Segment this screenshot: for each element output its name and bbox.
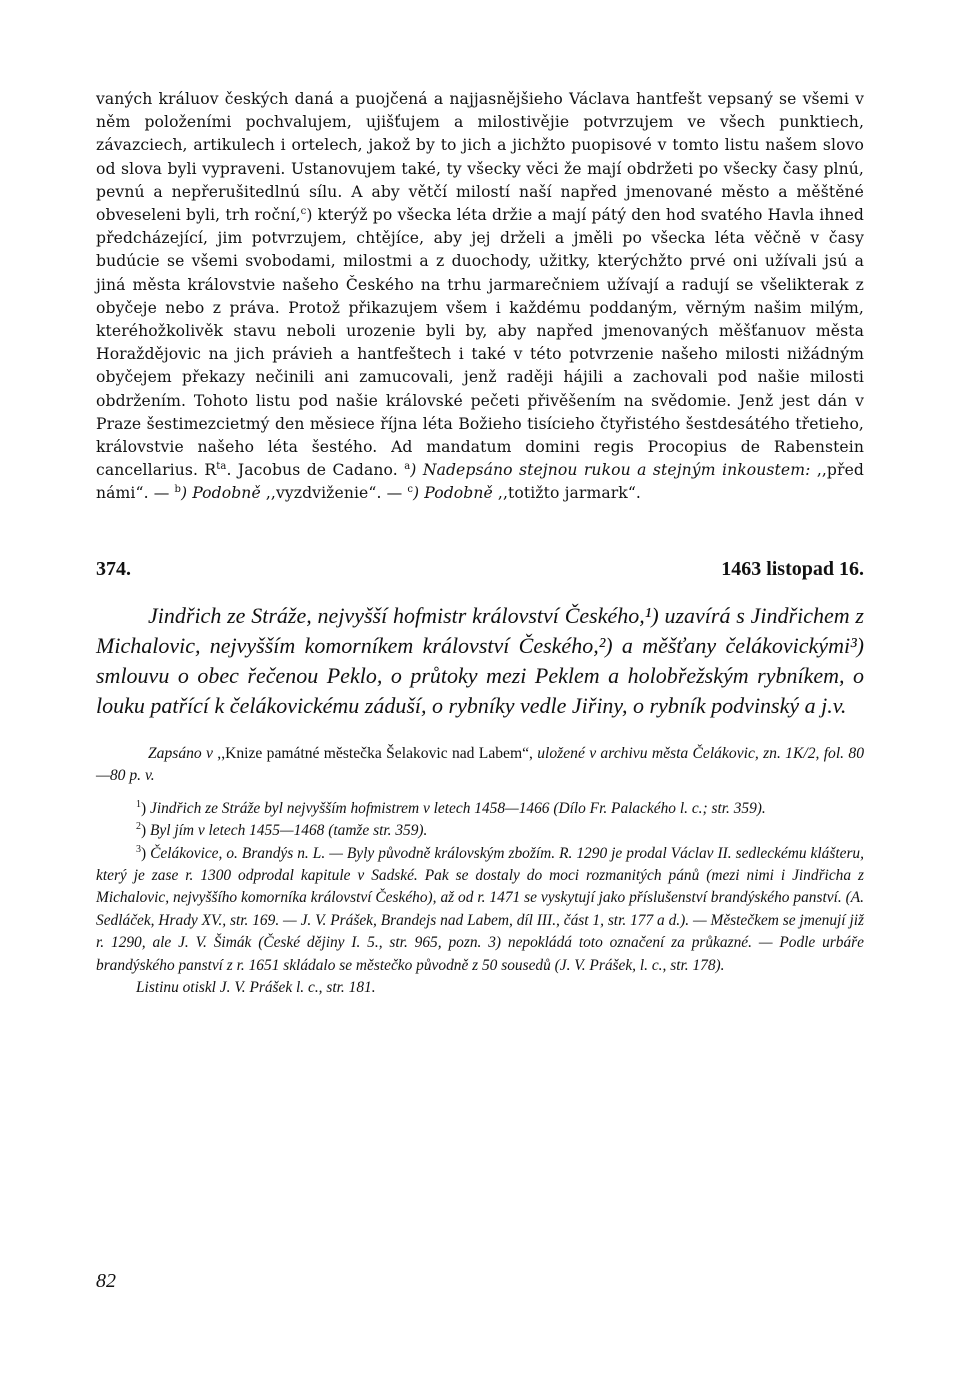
footnote-mark-b: b [174,484,181,496]
print-reference [96,977,864,999]
footnotes [96,798,864,1000]
footnote-3: $^3$) Čelákovice, o. Brandýs n. L. — Byly původně královským zbožím. R. 1290 je prodal Václav II. sedleckému klášteru, který je zase r. 1300 odprodal kapitule v Sadské. Pak se dostaly do moci rozmanitých pánů (mezi nimi i Jindřicha z Michalovic, nejvyššího komorníka království Českého), až od r. 1471 se vyskytují jako příslušenství brandýského panství. (A. Sedláček, Hrady XV., str. 169. — J. V. Prášek, Brandejs nad Labem, díl III., část 1, str. 177 a d.). — Městečkem se jmenují již r. 1290, ale J. V. Šimák (České dějiny I. 5., str. 965, pozn. 3) nepokládá toto označení za průkazné. — Podle urbáře brandýského panství z r. 1651 skládalo se městečko původně z 50 sousedů (J. V. Prášek, l. c., str. 178). [96,843,864,974]
note-a-italic: ) Nadepsáno stejnou rukou a stejným inkoustem: [410,461,811,480]
print-reference-text: Listinu otiskl J. V. Prášek l. c., str. 181. [136,979,376,997]
footnote-text: Jindřich ze Stráže byl nejvyšším hofmistrem v letech 1458—1466 (Dílo Fr. Palackého l. c.; str. 359). [149,799,766,817]
page-number: 82 [96,1270,116,1292]
footnote-number: 2 [136,821,141,833]
footnote-1: $^1$) Jindřich ze Stráže byl nejvyšším hofmistrem v letech 1458—1466 (Dílo Fr. Palackého l. c.; str. 359). [136,798,766,817]
source-note [96,743,864,788]
document-heading [96,558,864,581]
footnote-mark-c: c [300,205,307,217]
note-b-quote: ,,vyzdviženie“. — [260,484,408,503]
source-italic-a: Zapsáno v [148,744,213,762]
note-c-quote: ,,totižto jarmark“. [492,484,641,503]
footnote-text: Čelákovice, o. Brandýs n. L. — Byly původně královským zbožím. R. 1290 je prodal Václav II. sedleckému klášteru, který je zase r. 1300 odprodal kapitule v Sadské. Pak se dostaly do moci rozmanitých pánů (mezi nimi i Jindřicha z Michalovic, nejvyššího komorníka království Českého), až od r. 1471 se vyskytují jako příslušenství brandýského panství. (A. Sedláček, Hrady XV., str. 169. — J. V. Prášek, Brandejs nad Labem, díl III., část 1, str. 177 a d.). — Městečkem se jmenují již r. 1290, ale J. V. Šimák (České dějiny I. 5., str. 965, pozn. 3) nepokládá toto označení za průkazné. — Podle urbáře brandýského panství z r. 1651 skládalo se městečko původně z 50 sousedů (J. V. Prášek, l. c., str. 178). [96,844,864,974]
source-title: ,,Knize památné městečka Šelakovic nad Labem“, [212,744,538,762]
footnote-2: $^2$) Byl jím v letech 1455—1468 (tamže str. 359). [136,821,428,840]
note-a-quote: ,,před námi“. — [96,461,864,503]
footnote-number: 3 [136,843,141,855]
body-text-2: ) kterýž po všecka léta držie a mají pátý den hod svatého Havla ihned předcházející, jim potvrzujem, chtějíce, aby jej drželi a jměli po všecka léta věčně v časy budúcie se všemi svobodami, milostmi a z duochody, užitky, kterýchžto prvé oni užívali jsú a jiná města královstvie našeho Českého na trhu jarmarečniem užívají a radují se všelikterak z obyčeje nebo z práva. Protož přikazujem všem i každému poddaným, věrným našim milým, kteréhožkolivěk stavu neboli urozenie byli by, aby napřed jmenovaných měšťanuov města Horaždějovic na jich právieh a hantfeštech i také v této potvrzenie našeho milosti nižádným obyčejem překazy nečinili ani zamucovali, jenž raději hájili a zachovali pod našie milosti obdržením. Tohoto listu pod našie královské pečeti přivěšením na svědomie. Jenž jest dán v Praze šestimezcietmý den měsiece října léta Božieho tisícieho čtyřistého šestdesátého třetieho, královstvie našeho léta šestého. Ad mandatum domini regis Procopius de Rabenstein cancellarius. R [96,206,864,480]
footnote-text: Byl jím v letech 1455—1468 (tamže str. 359). [149,822,428,840]
body-text-3: . Jacobus de Cadano. [226,461,405,480]
source-italic-c: uložené v archivu města Čelákovic, zn. 1K/2, fol. 80—80 p. v. [96,744,864,785]
footnote-mark-a: a [404,461,411,473]
document-date: 1463 listopad 16. [721,557,864,580]
note-b-italic: ) Podobně [180,484,261,503]
regest-summary: Jindřich ze Stráže, nejvyšší hofmistr království Českého,¹) uzavírá s Jindřichem z Michalovic, nejvyšším komorníkem království Českého,²) a měšťany čelákovickými³) smlouvu o obec řečenou Peklo, o průtoky mezi Peklem a holobřežským rybníkem, o louku patřící k čelákovickému záduší, o rybníky vedle Jiřiny, o rybník podvinský a j.v. [96,602,864,718]
abbrev-superscript: ta [216,461,227,473]
footnote-number: 1 [136,798,141,810]
body-text-1: vaných králuov českých daná a puojčená a najjasnějšieho Václava hantfešt vepsaný se všemi v něm položeními pochvalujem, ujišťujem a milostivějie potvrzujem ve všech punktiech, závazciech, artikulech i ortelech, jakož by to jich a jichžto puopisové v tomto listu našem slovo od slova byli vypraveni. Ustanovujem také, ty všecky věci že mají obdržeti po všecky časy plnú, pevnú a nepřerušitedlnú sílu. A aby větčí milostí naší napřed jmenované město a měštěné obveseleni byli, trh roční, [96,90,864,225]
footnote-mark-c2: c [407,484,414,496]
main-paragraph [96,88,864,506]
note-c-italic: ) Podobně [413,484,493,503]
document-number: 374. [96,557,131,580]
page-content [96,88,864,1000]
